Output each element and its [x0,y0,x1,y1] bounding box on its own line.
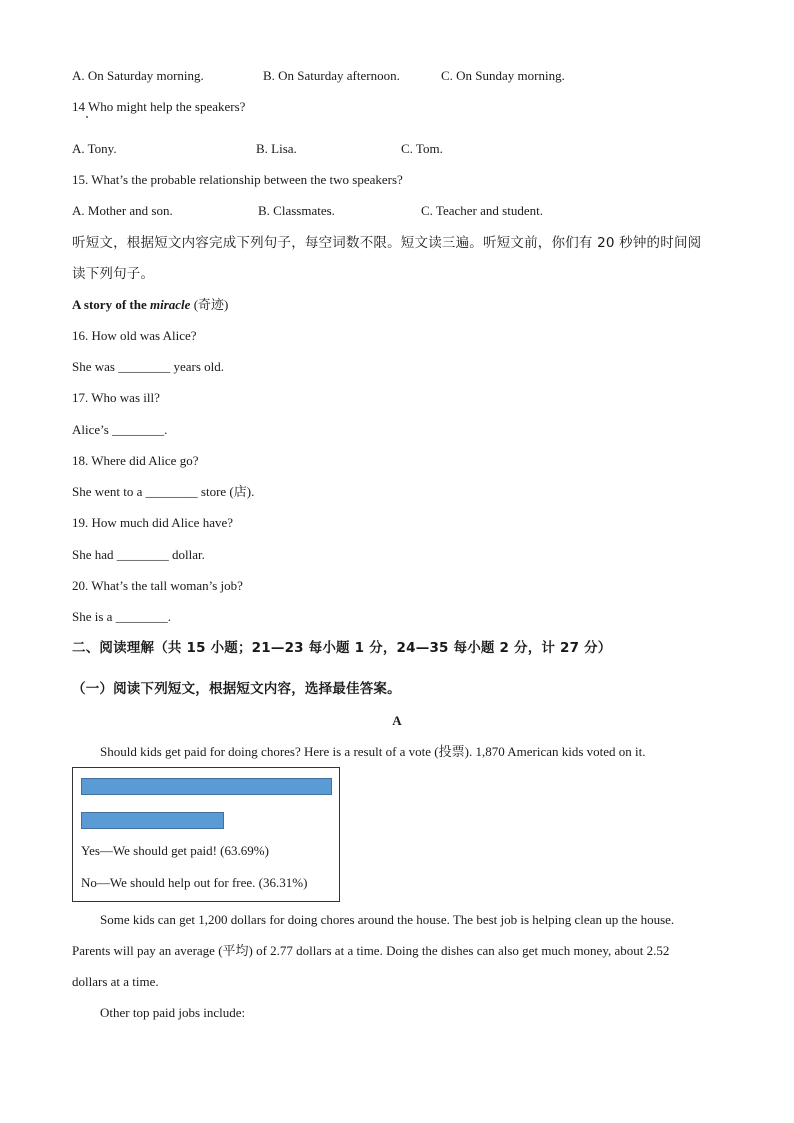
instruction-line-1: 听短文，根据短文内容完成下列句子，每空词数不限。短文读三遍。听短文前，你们有 20 秒钟的时间阅 [72,235,702,251]
passage-label: A [392,713,402,728]
q15-option-a: A. Mother and son. [72,203,173,218]
bar-no [81,812,224,829]
item-19-question: 19. How much did Alice have? [72,515,234,530]
item-20-answer: She is a ________. [72,609,171,624]
instruction-line-2: 读下列句子。 [72,266,155,282]
story-title-prefix: A story of the [72,297,150,312]
story-title-word: miracle [150,297,191,312]
q14-option-c: C. Tom. [401,141,443,156]
story-title [72,297,228,313]
item-17-question: 17. Who was ill? [72,390,160,405]
q14-option-a: A. Tony. [72,141,117,156]
item-17-answer: Alice’s ________. [72,422,168,437]
q15-question: 15. What’s the probable relationship between the two speakers? [72,172,403,187]
vote-chart [72,767,340,902]
q14-option-b: B. Lisa. [256,141,297,156]
bar-yes [81,778,332,795]
q13-option-b: B. On Saturday afternoon. [263,68,400,83]
legend-yes: Yes—We should get paid! (63.69%) [81,843,269,858]
item-16-answer: She was ________ years old. [72,359,225,374]
q13-option-c: C. On Sunday morning. [441,68,565,83]
para1-line-3: dollars at a time. [72,974,159,989]
q13-option-a: A. On Saturday morning. [72,68,204,83]
q15-option-b: B. Classmates. [258,203,335,218]
legend-no: No—We should help out for free. (36.31%) [81,875,308,890]
item-19-answer: She had ________ dollar. [72,547,205,562]
para1-line-1: Some kids can get 1,200 dollars for doing chores around the house. The best job is helping clean up the house. [100,912,675,927]
passage-intro: Should kids get paid for doing chores? Here is a result of a vote (投票). 1,870 American kids voted on it. [100,744,646,759]
item-20-question: 20. What’s the tall woman’s job? [72,578,243,593]
stray-dot [86,116,88,118]
item-18-question: 18. Where did Alice go? [72,453,199,468]
section-2-subheading: （一）阅读下列短文，根据短文内容，选择最佳答案。 [72,681,401,697]
q15-option-c: C. Teacher and student. [421,203,543,218]
story-title-suffix: (奇迹) [190,297,229,312]
para1-line-2: Parents will pay an average (平均) of 2.77 dollars at a time. Doing the dishes can also get much money, about 2.52 [72,943,670,958]
section-2-heading: 二、阅读理解（共 15 小题；21—23 每小题 1 分，24—35 每小题 2 分，计 27 分） [72,640,612,656]
para2: Other top paid jobs include: [100,1005,246,1020]
q14-question: 14 Who might help the speakers? [72,99,246,114]
item-16-question: 16. How old was Alice? [72,328,197,343]
item-18-answer: She went to a ________ store (店). [72,484,255,499]
